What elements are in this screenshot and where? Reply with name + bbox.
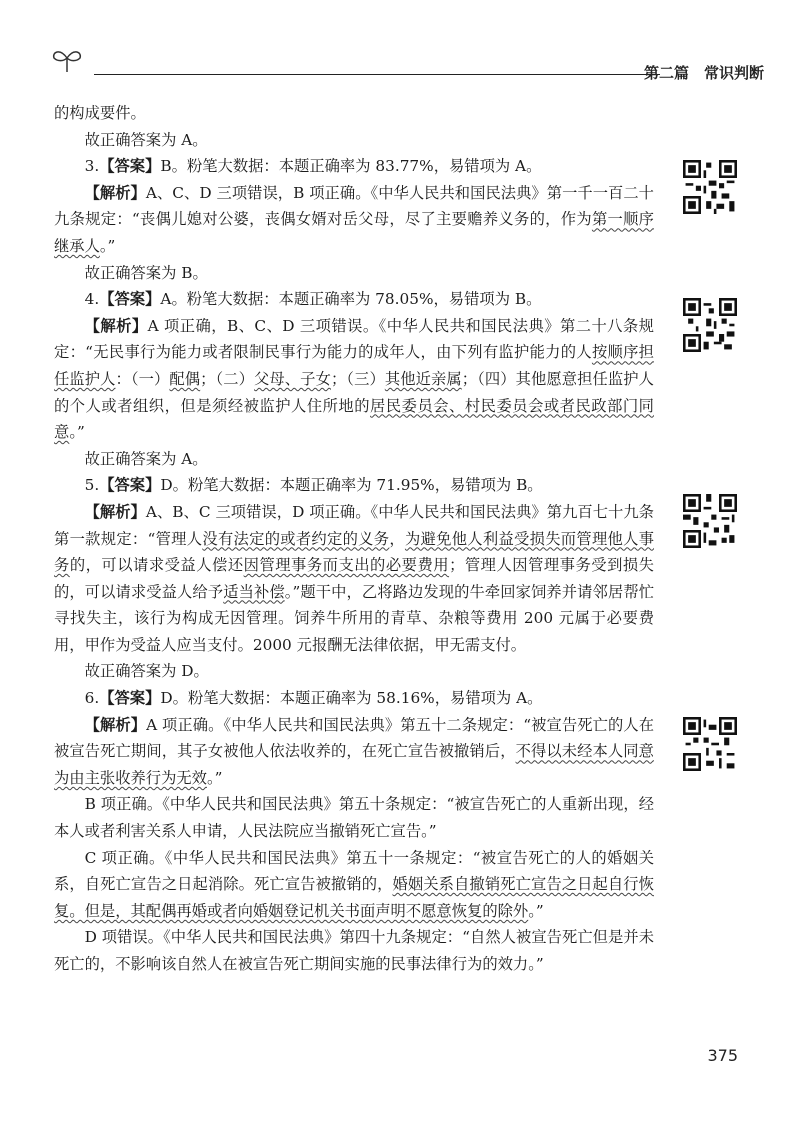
question-number: 3. xyxy=(84,157,100,176)
answer-tag: 【答案】 xyxy=(99,476,161,495)
conclusion: 故正确答案为 B。 xyxy=(84,263,208,282)
paragraph: 的构成要件。 xyxy=(54,104,146,122)
qr-code-icon xyxy=(683,717,737,771)
page-header xyxy=(40,40,764,82)
question-3-answer xyxy=(54,153,654,180)
conclusion: 故正确答案为 D。 xyxy=(84,662,209,681)
analysis-text: ；（二） xyxy=(200,369,255,388)
emphasis-text: 配偶 xyxy=(169,369,201,388)
emphasis-text: 不得以未经本人同意为由主张收养行为无效 xyxy=(54,742,654,787)
analysis-text: 。” xyxy=(69,423,85,442)
question-6-answer xyxy=(54,685,654,712)
question-6-analysis xyxy=(54,712,654,792)
question-number: 4. xyxy=(84,290,100,309)
question-number: 5. xyxy=(84,476,100,495)
emphasis-text: 按顺序担任监护人 xyxy=(54,343,654,388)
answer-text: D。粉笔大数据：本题正确率为 58.16%，易错项为 A。 xyxy=(160,689,543,708)
question-3-analysis xyxy=(54,180,654,260)
question-4-answer xyxy=(54,286,654,313)
qr-code-icon xyxy=(683,494,737,548)
emphasis-text: 适当补偿 xyxy=(223,582,285,601)
question-4-analysis xyxy=(54,313,654,446)
option-b-analysis: B 项正确。《中华人民共和国民法典》第五十条规定：“被宣告死亡的人重新出现，经本人或者利害关系人申请，人民法院应当撤销死亡宣告。” xyxy=(54,795,654,841)
emphasis-text: 婚姻关系自撤销死亡宣告之日起自行恢复。但是，其配偶再婚或者向婚姻登记机关书面声明不愿意恢复的除外 xyxy=(54,875,654,920)
emphasis-text: 第一顺序继承人 xyxy=(54,210,654,255)
emphasis-text: 居民委员会、村民委员会或者民政部门同意 xyxy=(54,396,654,442)
analysis-text: 。”题干中，乙将路边发现的牛牵回家饲养并请邻居帮忙寻找失主，该行为构成无因管理。饲养牛所用的青草、杂粮等费用 200 元属于必要费用，甲作为受益人应当支付。2000 元报酬无法律依据，甲无需支付。 xyxy=(54,582,654,654)
answer-text: B。粉笔大数据：本题正确率为 83.77%，易错项为 A。 xyxy=(160,157,542,176)
analysis-text: ；（三） xyxy=(330,369,385,388)
analysis-text: A 项正确。《中华人民共和国民法典》第五十二条规定：“被宣告死亡的人在被宣告死亡期间，其子女被他人依法收养的，在死亡宣告被撤销后， xyxy=(54,715,654,761)
conclusion: 故正确答案为 A。 xyxy=(84,449,208,468)
analysis-text: A、B、C 三项错误，D 项正确。《中华人民共和国民法典》第九百七十九条第一款规定：“管理人 xyxy=(54,502,654,548)
analysis-tag: 【解析】 xyxy=(84,715,147,734)
qr-code-icon xyxy=(683,160,737,214)
qr-code-icon xyxy=(683,298,737,352)
option-c-analysis xyxy=(54,845,654,925)
answer-tag: 【答案】 xyxy=(99,689,161,708)
analysis-text: A、C、D 三项错误，B 项正确。《中华人民共和国民法典》第一千一百二十九条规定：“丧偶儿媳对公婆，丧偶女婿对岳父母，尽了主要赡养义务的，作为 xyxy=(54,183,654,229)
emphasis-text: 父母、子女 xyxy=(254,369,331,388)
leaf-sprout-icon xyxy=(50,42,84,76)
analysis-text: 。” xyxy=(528,901,544,920)
conclusion: 故正确答案为 A。 xyxy=(84,130,208,149)
analysis-tag: 【解析】 xyxy=(84,183,146,202)
page-number: 375 xyxy=(707,1046,738,1065)
answer-tag: 【答案】 xyxy=(99,157,161,176)
analysis-text: 的，可以请求受益人偿还 xyxy=(69,556,244,575)
section-title: 第二篇 常识判断 xyxy=(643,64,764,82)
emphasis-text: 因管理事务而支出的必要费用 xyxy=(243,556,450,575)
analysis-text: C 项正确。《中华人民共和国民法典》第五十一条规定：“被宣告死亡的人的婚姻关系，自死亡宣告之日起消除。死亡宣告被撤销的， xyxy=(54,848,654,894)
analysis-text: ；管理人因管理事务受到损失的，可以请求受益人给予 xyxy=(54,556,654,601)
analysis-text: 。” xyxy=(206,768,223,787)
question-5-analysis xyxy=(54,499,654,659)
analysis-text: ；（四）其他愿意担任监护人的个人或者组织，但是须经被监护人住所地的 xyxy=(54,369,654,415)
header-rule xyxy=(94,74,660,75)
emphasis-text: 其他近亲属 xyxy=(384,369,462,388)
analysis-text: ， xyxy=(389,529,405,548)
answer-content xyxy=(54,100,654,978)
analysis-text: ：（一） xyxy=(115,369,170,388)
answer-tag: 【答案】 xyxy=(99,290,161,309)
analysis-tag: 【解析】 xyxy=(84,316,148,335)
emphasis-text: 为避免他人利益受损失而管理他人事务 xyxy=(54,529,654,575)
emphasis-text: 没有法定的或者约定的义务 xyxy=(202,529,390,548)
question-number: 6. xyxy=(84,689,100,708)
analysis-text: 。” xyxy=(99,236,116,255)
answer-text: D。粉笔大数据：本题正确率为 71.95%，易错项为 B。 xyxy=(160,476,543,495)
question-5-answer xyxy=(54,472,654,499)
analysis-text: A 项正确，B、C、D 三项错误。《中华人民共和国民法典》第二十八条规定：“无民事行为能力或者限制民事行为能力的成年人，由下列有监护能力的人 xyxy=(54,316,654,362)
option-d-analysis: D 项错误。《中华人民共和国民法典》第四十九条规定：“自然人被宣告死亡但是并未死亡的，不影响该自然人在被宣告死亡期间实施的民事法律行为的效力。” xyxy=(54,928,654,973)
analysis-tag: 【解析】 xyxy=(84,502,146,521)
answer-text: A。粉笔大数据：本题正确率为 78.05%，易错项为 B。 xyxy=(160,290,542,309)
